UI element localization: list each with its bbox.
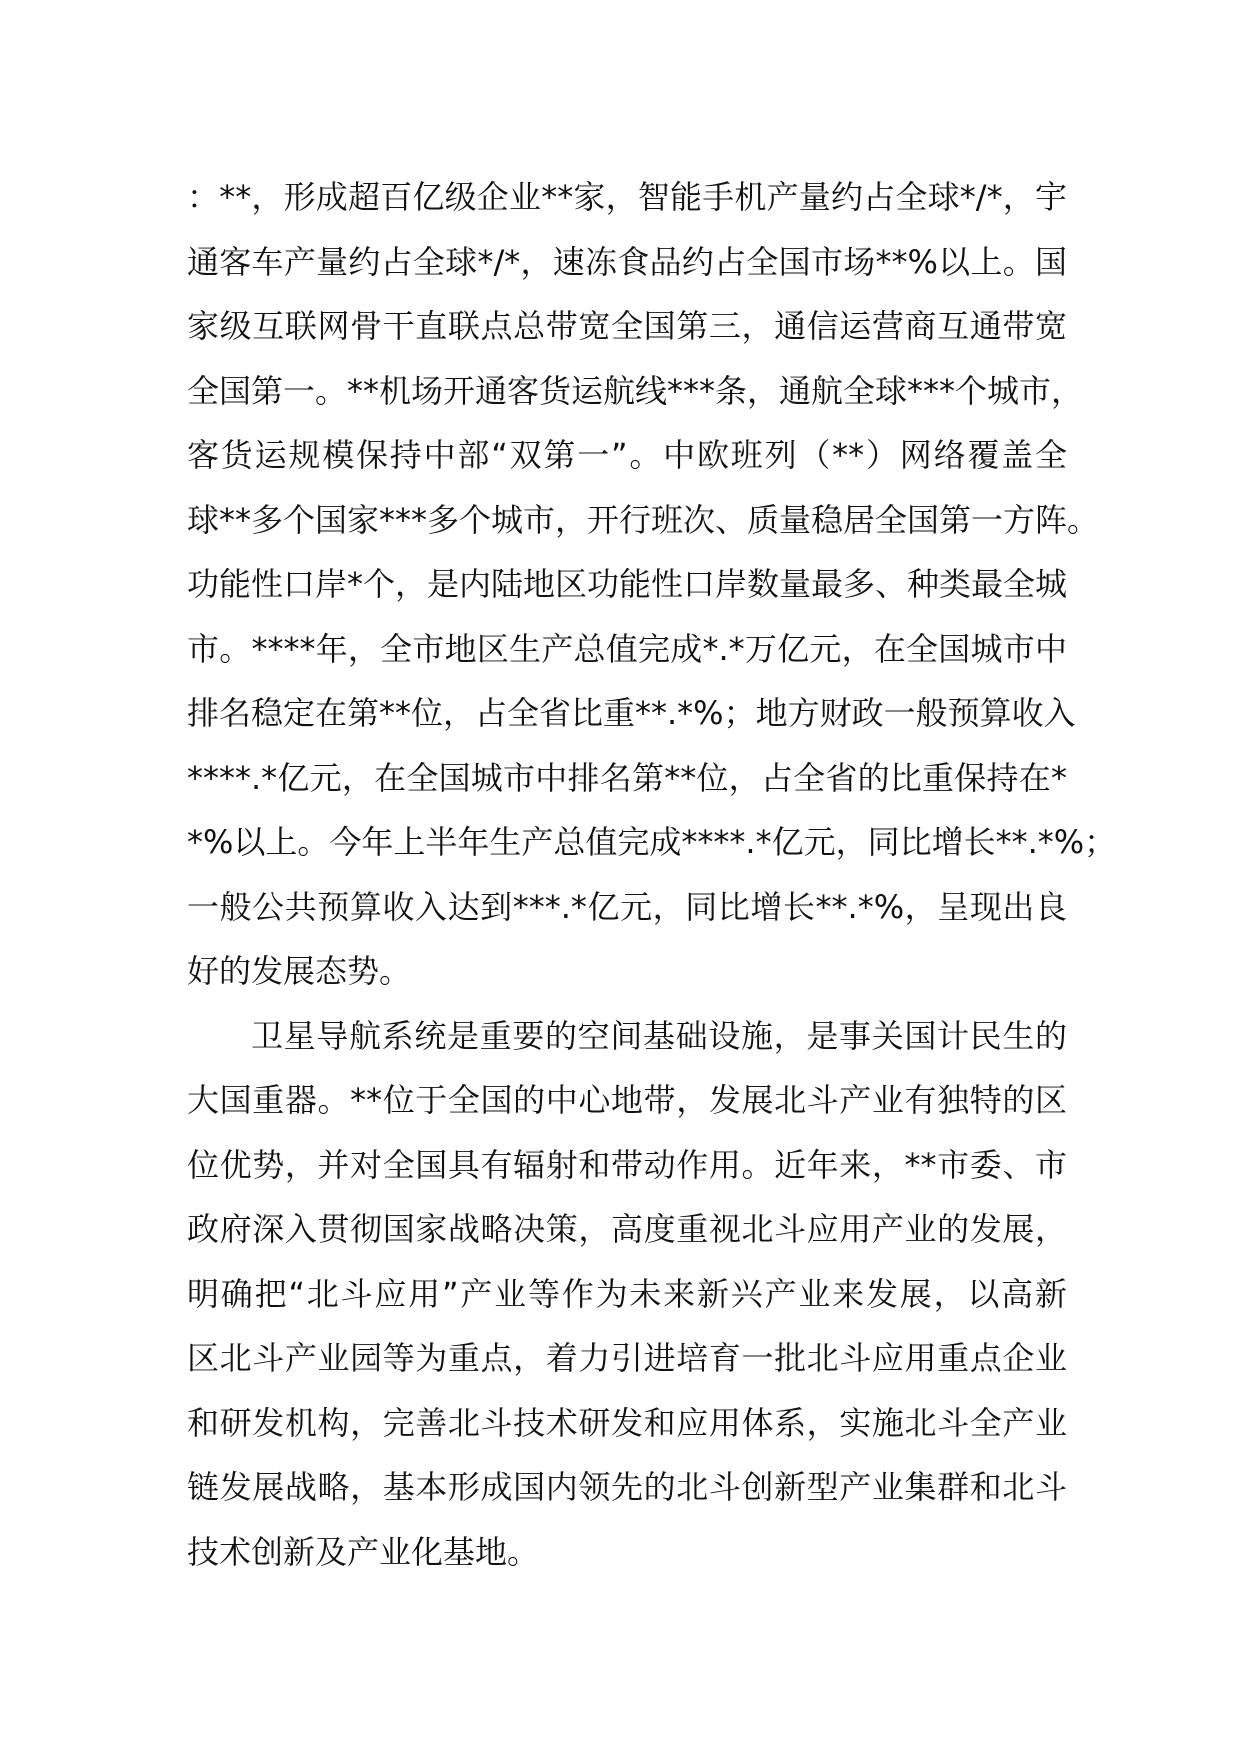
paragraph-beidou (187, 1004, 1067, 1585)
text-line: 好的发展态势。 (187, 952, 412, 990)
text-line: *%以上。今年上半年生产总值完成****.*亿元，同比增长**.*%； (187, 823, 1117, 861)
text-line: 客货运规模保持中部“双第一”。中欧班列（**）网络覆盖全 (187, 436, 1067, 474)
paragraph-economy (187, 165, 1117, 1004)
text-line: 区北斗产业园等为重点，着力引进培育一批北斗应用重点企业 (187, 1339, 1067, 1377)
document-body (187, 165, 1117, 1584)
text-line: 大国重器。**位于全国的中心地带，发展北斗产业有独特的区 (187, 1081, 1067, 1119)
text-line: 全国第一。**机场开通客货运航线***条，通航全球***个城市， (187, 371, 1084, 410)
text-line: 位优势，并对全国具有辐射和带动作用。近年来，**市委、市 (187, 1145, 1067, 1184)
text-line: 技术创新及产业化基地。 (187, 1532, 540, 1571)
text-line: ：**，形成超百亿级企业**家，智能手机产量约占全球*/*，宇 (187, 178, 1067, 216)
text-line: 链发展战略，基本形成国内领先的北斗创新型产业集群和北斗 (187, 1468, 1067, 1506)
text-line: 市。****年，全市地区生产总值完成*.*万亿元，在全国城市中 (187, 629, 1067, 668)
text-line: 排名稳定在第**位，占全省比重**.*%；地方财政一般预算收入 (187, 694, 1076, 732)
text-line: 和研发机构，完善北斗技术研发和应用体系，实施北斗全产业 (187, 1403, 1067, 1442)
text-line: 一般公共预算收入达到***.*亿元，同比增长**.*%，呈现出良 (187, 887, 1067, 926)
text-line: 球**多个国家***多个城市，开行班次、质量稳居全国第一方阵。 (187, 500, 1100, 539)
text-line: 卫星导航系统是重要的空间基础设施，是事关国计民生的 (251, 1016, 1067, 1055)
text-line: 明确把“北斗应用”产业等作为未来新兴产业来发展，以高新 (187, 1274, 1067, 1313)
text-line: ****.*亿元，在全国城市中排名第**位，占全省的比重保持在* (187, 758, 1067, 797)
text-line: 功能性口岸*个，是内陆地区功能性口岸数量最多、种类最全城 (187, 565, 1068, 603)
text-line: 通客车产量约占全球*/*，速冻食品约占全国市场**%以上。国 (187, 242, 1067, 281)
text-line: 政府深入贯彻国家战略决策，高度重视北斗应用产业的发展， (187, 1210, 1067, 1248)
text-line: 家级互联网骨干直联点总带宽全国第三，通信运营商互通带宽 (187, 307, 1067, 345)
